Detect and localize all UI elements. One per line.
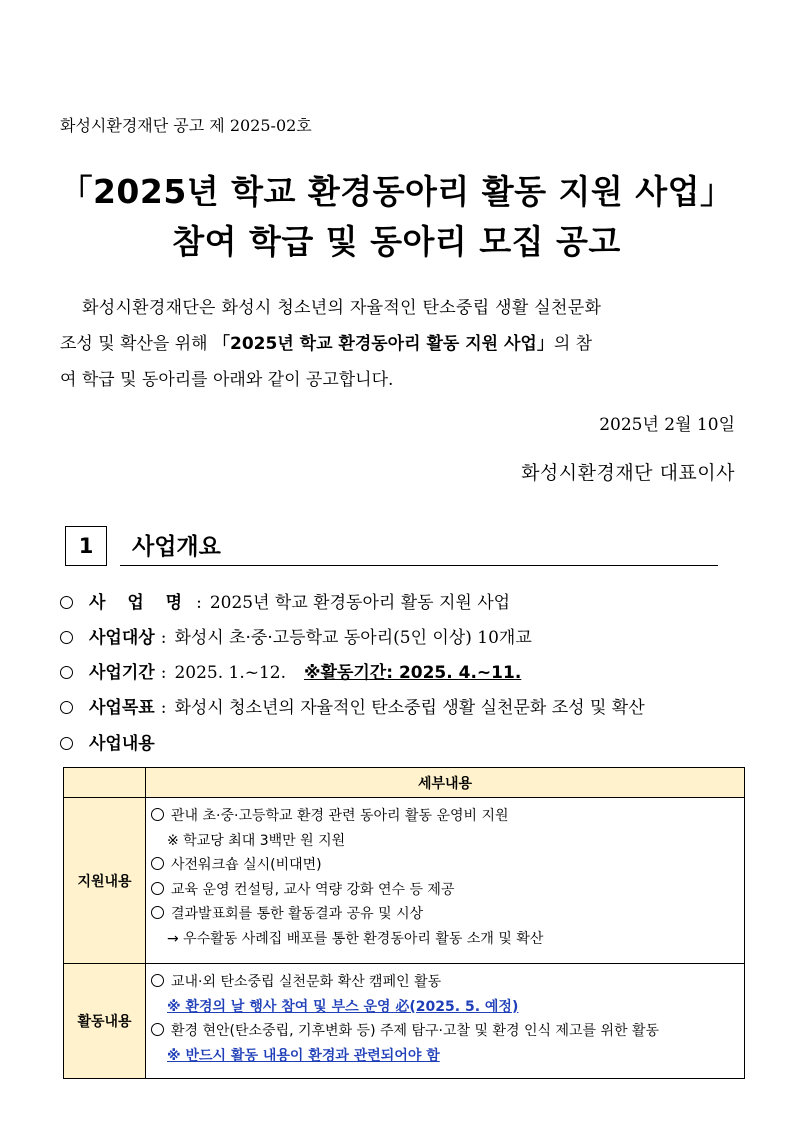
project-detail-table [63,767,745,1079]
overview-item-content [60,729,155,754]
overview-item-goal [60,693,645,718]
list-item: 교내·외 탄소중립 실천문화 확산 캠페인 활동 [151,970,744,995]
intro-line-3: 여 학급 및 동아리를 아래와 같이 공고합니다. [60,370,394,390]
table-row-activity [64,964,745,1079]
list-item: → 우수활동 사례집 배포를 통한 환경동아리 활동 소개 및 확산 [167,930,544,947]
overview-label-content: 사업내용 [89,734,155,754]
list-item: 관내 초·중·고등학교 환경 관련 동아리 활동 운영비 지원 [151,804,744,829]
circle-bullet-icon [151,857,164,870]
table-corner-cell [64,768,146,798]
list-item: ※ 학교당 최대 3백만 원 지원 [167,832,346,849]
circle-bullet-icon [151,882,164,895]
intro-line-2-pre: 조성 및 확산을 위해 [60,334,213,354]
row-label-activity: 활동내용 [64,964,146,1079]
intro-line-1: 화성시환경재단은 화성시 청소년의 자율적인 탄소중립 생활 실천문화 [82,298,602,318]
table-row-support [64,798,745,964]
intro-project-name: 「2025년 학교 환경동아리 활동 지원 사업」 [213,334,554,354]
activity-content-cell [146,964,745,1079]
list-item: 환경 현안(탄소중립, 기후변화 등) 주제 탐구·고찰 및 환경 인식 제고를 위한 활동 [151,1019,744,1044]
notice-date: 2025년 2월 10일 [599,415,735,435]
page-title-line-2: 참여 학급 및 동아리 모집 공고 [172,222,621,261]
separator: : [196,593,202,613]
circle-bullet-icon [60,701,73,714]
circle-bullet-icon [151,906,164,919]
separator: : [160,698,167,718]
overview-item-period [60,658,521,683]
circle-bullet-icon [60,666,73,679]
overview-value-period: 2025. 1.~12. [174,663,287,683]
table-header-detail: 세부내용 [146,768,745,798]
intro-line-2 [60,326,738,362]
list-item: 결과발표회를 통한 활동결과 공유 및 시상 [151,902,744,927]
section-divider [120,565,718,566]
circle-bullet-icon [151,974,164,987]
page-title-line-1: 「2025년 학교 환경동아리 활동 지원 사업」 [59,172,734,211]
overview-label-period: 사업기간 [89,663,155,683]
separator: : [160,628,167,648]
section-title: 사업개요 [132,534,221,560]
overview-label-target: 사업대상 [89,628,155,648]
overview-value-target: 화성시 초·중·고등학교 동아리(5인 이상) 10개교 [174,628,532,648]
overview-label-name: 사 업 명 [89,593,191,613]
row-label-support: 지원내용 [64,798,146,964]
highlight-note: ※ 환경의 날 행사 참여 및 부스 운영 必(2025. 5. 예정) [167,998,519,1015]
notice-number: 화성시환경재단 공고 제 2025-02호 [60,116,312,135]
circle-bullet-icon [60,737,73,750]
overview-label-goal: 사업목표 [89,698,155,718]
organization-signature: 화성시환경재단 대표이사 [521,462,735,484]
circle-bullet-icon [151,808,164,821]
overview-item-target [60,623,532,648]
activity-period-note: ※활동기간: 2025. 4.~11. [304,663,522,683]
section-number: 1 [65,526,107,566]
intro-line-2-post: 의 참 [553,334,593,354]
list-item: 교육 운영 컨설팅, 교사 역량 강화 연수 등 제공 [151,878,744,903]
circle-bullet-icon [60,596,73,609]
highlight-note: ※ 반드시 활동 내용이 환경과 관련되어야 함 [167,1047,440,1064]
circle-bullet-icon [60,631,73,644]
overview-value-name: 2025년 학교 환경동아리 활동 지원 사업 [209,593,511,613]
overview-value-goal: 화성시 청소년의 자율적인 탄소중립 생활 실천문화 조성 및 확산 [174,698,645,718]
circle-bullet-icon [151,1023,164,1036]
overview-item-name [60,588,510,613]
list-item: 사전워크숍 실시(비대면) [151,853,744,878]
separator: : [160,663,167,683]
intro-paragraph [60,290,738,398]
support-content-cell [146,798,745,964]
